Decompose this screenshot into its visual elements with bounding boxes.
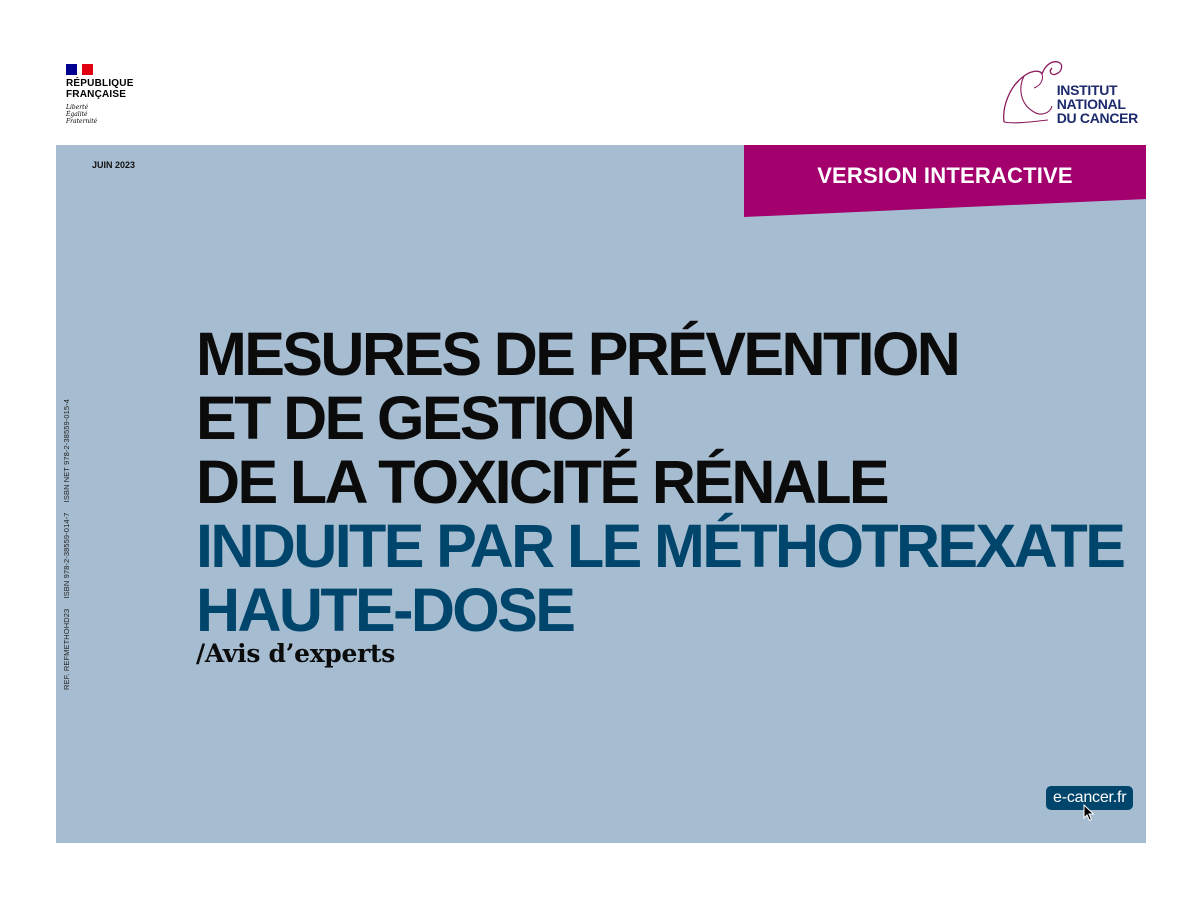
inca-line-national: NATIONAL <box>1056 96 1126 112</box>
republique-motto <box>66 104 156 125</box>
republique-francaise-logo <box>66 64 156 125</box>
side-reference <box>62 390 74 690</box>
banner-label: VERSION INTERACTIVE <box>817 163 1073 188</box>
republique-name-line2: FRANÇAISE <box>66 89 127 100</box>
title-line-3: DE LA TOXICITÉ RÉNALE <box>196 448 888 516</box>
motto-egalite: Égalité <box>66 111 88 118</box>
title-line-5: HAUTE-DOSE <box>196 576 574 644</box>
title-line-2: ET DE GESTION <box>196 384 634 452</box>
e-cancer-link[interactable]: e-cancer.fr <box>1046 786 1133 810</box>
document-subtitle: /Avis d’experts <box>196 639 395 668</box>
title-line-4: INDUITE PAR LE MÉTHOTREXATE <box>196 512 1124 580</box>
motto-liberte: Liberté <box>66 104 89 111</box>
title-line-1: MESURES DE PRÉVENTION <box>196 320 959 388</box>
version-interactive-banner[interactable] <box>744 145 1146 217</box>
publication-date: JUIN 2023 <box>92 160 136 170</box>
french-flag-icon <box>66 64 93 75</box>
inca-logo-text <box>1057 83 1138 125</box>
republique-name-line1: RÉPUBLIQUE <box>66 78 134 89</box>
inca-line-du-cancer: DU CANCER <box>1056 110 1138 126</box>
inca-line-institut: INSTITUT <box>1056 82 1118 98</box>
cover-panel <box>56 145 1146 843</box>
ref-code: REF. REFMETHOHD23 <box>62 608 71 690</box>
document-title <box>196 322 1123 642</box>
mouse-pointer-icon <box>1083 804 1095 822</box>
inca-logo <box>1000 56 1142 128</box>
isbn: ISBN 978-2-38559-014-7 <box>62 512 71 599</box>
motto-fraternite: Fraternité <box>66 118 98 125</box>
isbn-net: ISBN NET 978-2-38559-015-4 <box>62 398 71 503</box>
